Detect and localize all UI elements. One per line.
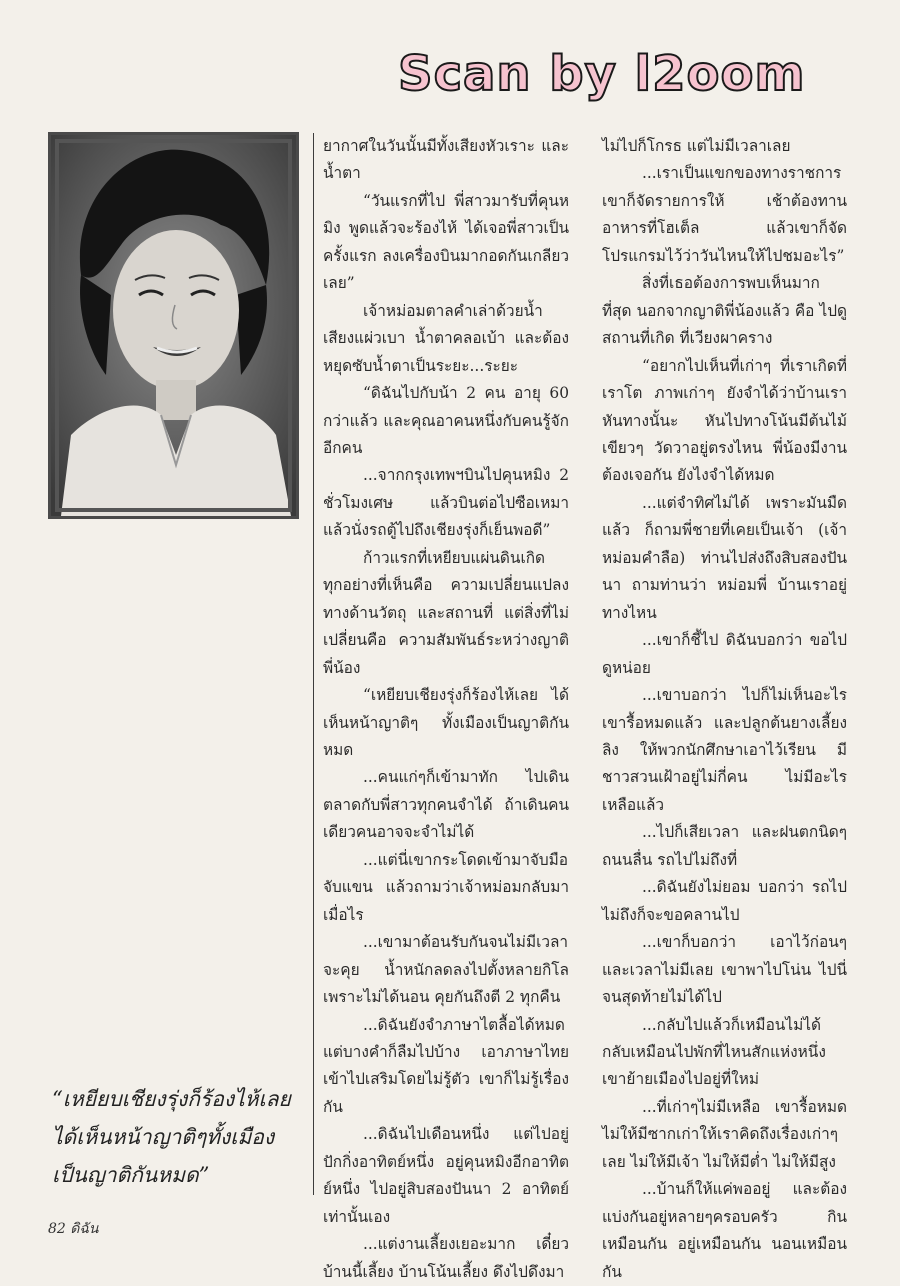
paragraph: ยากาศในวันนั้นมีทั้งเสียงหัวเราะ และน้ำตา [323,137,569,183]
paragraph: ...บ้านก็ให้แค่พออยู่ และต้องแบ่งกันอยู่หลายๆครอบครัว กินเหมือนกัน อยู่เหมือนกัน นอนเหมือนกัน [602,1180,847,1281]
paragraph: เจ้าหม่อมตาลคำเล่าด้วยน้ำเสียงแผ่วเบา น้ำตาคลอเบ้า และต้องหยุดซับน้ำตาเป็นระยะ...ระยะ [323,301,569,375]
paragraph: ก้าวแรกที่เหยียบแผ่นดินเกิด ทุกอย่างที่เห็นคือ ความเปลี่ยนแปลงทางด้านวัตถุ และสถานที่ แต่สิ่งที่ไม่เปลี่ยนคือ ความสัมพันธ์ระหว่างญาติพี่น้อง [323,548,569,677]
paragraph: “ดิฉันไปกับน้า 2 คน อายุ 60 กว่าแล้ว และคุณอาคนหนึ่งกับคนรู้จักอีกคน [323,384,569,457]
paragraph: ...ดิฉันยังไม่ยอม บอกว่า รถไปไม่ถึงก็จะขอคลานไป [602,878,847,924]
paragraph: ...ดิฉันไปเดือนหนึ่ง แต่ไปอยู่ปักกิ่งอาทิตย์หนึ่ง อยู่คุนหมิงอีกอาทิตย์หนึ่ง ไปอยู่สิบสองปันนา 2 อาทิตย์เท่านั้นเอง [323,1125,569,1226]
portrait-photo [48,132,299,519]
article-column-1 [323,133,569,1286]
article-column-2 [602,133,847,1286]
paragraph: ...กลับไปแล้วก็เหมือนไม่ได้กลับเหมือนไปพักที่ไหนสักแห่งหนึ่ง เขาย้ายเมืองไปอยู่ที่ใหม่ [602,1015,826,1089]
paragraph: ...ที่เก่าๆไม่มีเหลือ เขารื้อหมดไม่ให้มีซากเก่าให้เราคิดถึงเรื่องเก่าๆ เลย ไม่ให้มีเจ้า ไม่ให้มีต่ำ ไม่ให้มีสูง [602,1097,847,1171]
paragraph: ...เขาก็บอกว่า เอาไว้ก่อนๆ และเวลาไม่มีเลย เขาพาไปโน่น ไปนี่ จนสุดท้ายไม่ได้ไป [602,933,847,1007]
paragraph: ...เขาก็ชี้ไป ดิฉันบอกว่า ขอไปดูหน่อย [602,631,847,677]
paragraph: ...ดิฉันยังจำภาษาไตลื้อได้หมดแต่บางคำก็ลืมไปบ้าง เอาภาษาไทยเข้าไปเสริมโดยไม่รู้ตัว เขาก็ไม่รู้เรื่องกัน [323,1015,569,1116]
paragraph: ...แต่งานเลี้ยงเยอะมาก เดี๋ยวบ้านนี้เลี้ยง บ้านโน้นเลี้ยง ดึงไปดึงมา [323,1235,569,1281]
paragraph: ...เราเป็นแขกของทางราชการเขาก็จัดรายการให้ เช้าต้องทานอาหารที่โฮเต็ล แล้วเขาก็จัดโปรแกรมไว้ว่าวันไหนให้ไปชมอะไร” [602,164,847,265]
scan-watermark: Scan by l2oom [398,46,806,102]
page-footer: 82 ดิฉัน [48,1221,99,1237]
paragraph: ไม่ไปก็โกรธ แต่ไม่มีเวลาเลย [602,137,791,155]
paragraph: “เหยียบเชียงรุ่งก็ร้องไห้เลย ได้เห็นหน้าญาติๆ ทั้งเมืองเป็นญาติกันหมด [323,686,569,759]
column-divider [313,133,314,1195]
paragraph: ...แต่จำทิศไม่ได้ เพราะมันมืดแล้ว ก็ถามพี่ชายที่เคยเป็นเจ้า (เจ้าหม่อมคำลือ) ท่านไปส่งถึงสิบสองปันนา ถามท่านว่า หม่อมพี่ บ้านเราอยู่ทางไหน [602,493,847,622]
paragraph: ...ไปก็เสียเวลา และฝนตกนิดๆ ถนนลื่น รถไปไม่ถึงที่ [602,823,847,869]
paragraph: ...แต่นี่เขากระโดดเข้ามาจับมือจับแขน แล้วถามว่าเจ้าหม่อมกลับมาเมื่อไร [323,850,569,924]
paragraph: “อยากไปเห็นที่เก่าๆ ที่เราเกิดที่เราโต ภาพเก่าๆ ยังจำได้ว่าบ้านเราหันทางนั้นะ หันไปทางโน้นมีต้นไม้เขียวๆ วัดวาอยู่ตรงไหน พี่น้องมีงานต้องเจอกัน ยังไงจำได้หมด [602,356,847,485]
paragraph: ...เขามาต้อนรับกันจนไม่มีเวลาจะคุย น้ำหนักลดลงไปตั้งหลายกิโลเพราะไม่ได้นอน คุยกันถึงตี 2 ทุกคืน [323,933,569,1007]
paragraph: “วันแรกที่ไป พี่สาวมารับที่คุนหมิง พูดแล้วจะร้องไห้ ได้เจอพี่สาวเป็นครั้งแรก ลงเครื่องบินมากอดกันเกลียวเลย” [323,191,569,293]
paragraph: ...จากกรุงเทพฯบินไปคุนหมิง 2 ชั่วโมงเศษ แล้วบินต่อไปซือเหมา แล้วนั่งรถตู้ไปถึงเชียงรุ่งก็เย็นพอดี” [323,466,569,540]
paragraph: ...คนแก่ๆก็เข้ามาทัก ไปเดินตลาดกับพี่สาวทุกคนจำได้ ถ้าเดินคนเดียวคนอาจจะจำไม่ได้ [323,768,569,842]
paragraph: ...เขาบอกว่า ไปก็ไม่เห็นอะไรเขารื้อหมดแล้ว และปลูกต้นยางเลี้ยงลิง ให้พวกนักศึกษาเอาไว้เรียน มีชาวสวนเฝ้าอยู่ไม่กี่คน ไม่มีอะไรเหลือแล้ว [602,686,847,814]
paragraph: สิ่งที่เธอต้องการพบเห็นมากที่สุด นอกจากญาติพี่น้องแล้ว คือ ไปดูสถานที่เกิด ที่เวียงผาคราง [602,274,847,348]
pull-quote: “เหยียบเชียงรุ่งก็ร้องไห้เลย ได้เห็นหน้าญาติๆทั้งเมือง เป็นญาติกันหมด” [52,1087,291,1187]
